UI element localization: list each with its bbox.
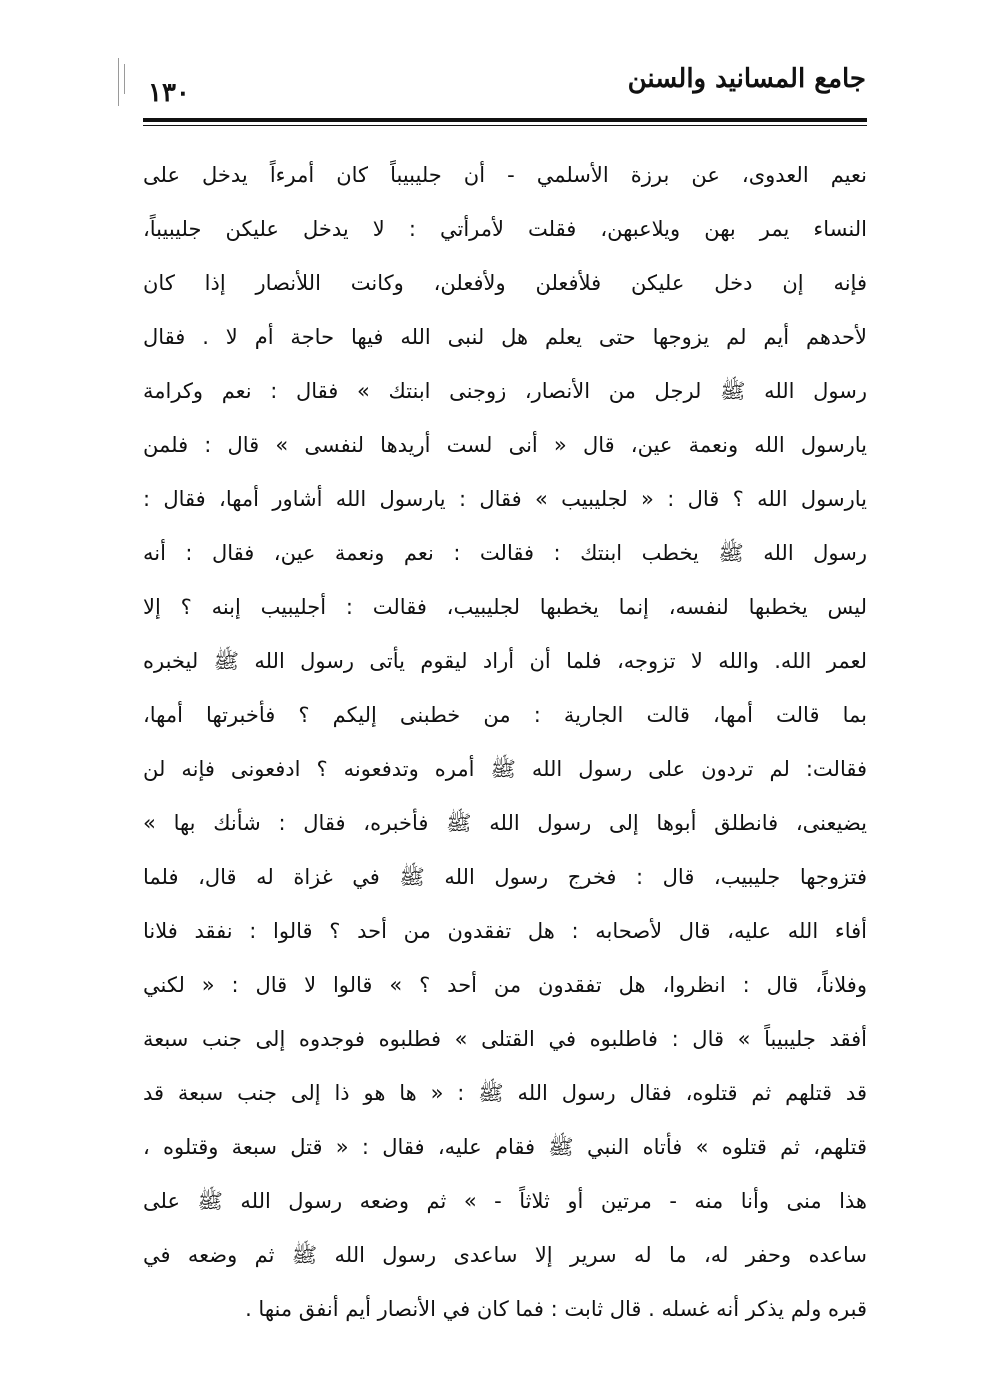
text-line: ليس يخطبها لنفسه، إنما يخطبها لجليبيب، فقالت : أجليبيب إبنه ؟ إلا bbox=[143, 595, 867, 619]
text-line: أفاء الله عليه، قال لأصحابه : هل تفقدون من أحد ؟ قالوا : نفقد فلانا bbox=[143, 919, 867, 943]
text-line: لعمر الله. والله لا تزوجه، فلما أن أراد ليقوم يأتى رسول الله ﷺ ليخبره bbox=[143, 649, 867, 673]
page-number: ١٣٠ bbox=[148, 78, 190, 108]
text-line: النساء يمر بهن ويلاعبهن، فقلت لأمرأتي : لا يدخل عليكن جليبيباً، bbox=[143, 217, 867, 241]
header-rule-thick bbox=[143, 118, 867, 122]
text-line: يضيعنى، فانطلق أبوها إلى رسول الله ﷺ فأخبره، فقال : شأنك بها » bbox=[143, 811, 867, 835]
margin-mark bbox=[124, 64, 125, 94]
text-line: بما قالت أمها، قالت الجارية : من خطبنى إليكم ؟ فأخبرتها أمها، bbox=[143, 703, 867, 727]
text-line: قد قتلهم ثم قتلوه، فقال رسول الله ﷺ : « ها هو ذا إلى جنب سبعة قد bbox=[143, 1081, 867, 1105]
text-line: قتلهم، ثم قتلوه » فأتاه النبي ﷺ فقام عليه، فقال : « قتل سبعة وقتلوه ، bbox=[143, 1135, 867, 1159]
text-line: فقالت: لم تردون على رسول الله ﷺ أمره وتدفعونه ؟ ادفعونى فإنه لن bbox=[143, 757, 867, 781]
running-title: جامع المسانيد والسنن bbox=[627, 64, 866, 94]
text-line: أفقد جليبيباً » قال : فاطلبوه في القتلى » فطلبوه فوجدوه إلى جنب سبعة bbox=[143, 1027, 867, 1051]
text-line: لأحدهم أيم لم يزوجها حتى يعلم هل لنبى الله فيها حاجة أم لا . فقال bbox=[143, 325, 867, 349]
header-rule-thin bbox=[143, 125, 867, 126]
text-line: وفلاناً، قال : انظروا، هل تفقدون من أحد ؟ » قالوا لا قال : « لكني bbox=[143, 973, 867, 997]
text-line: قبره ولم يذكر أنه غسله . قال ثابت : فما كان في الأنصار أيم أنفق منها . bbox=[245, 1297, 867, 1321]
text-line: فإنه إن دخل عليكن فلأفعلن ولأفعلن، وكانت اللأنصار إذا كان bbox=[143, 271, 867, 295]
page-header bbox=[140, 58, 866, 120]
body-text bbox=[143, 148, 867, 1336]
text-line: فتزوجها جليبيب، قال : فخرج رسول الله ﷺ في غزاة له قال، فلما bbox=[143, 865, 867, 889]
text-line: رسول الله ﷺ لرجل من الأنصار، زوجنى ابنتك » فقال : نعم وكرامة bbox=[143, 379, 867, 403]
text-line: ساعده وحفر له، ما له سرير إلا ساعدى رسول الله ﷺ ثم وضعه في bbox=[143, 1243, 867, 1267]
margin-mark bbox=[118, 58, 119, 106]
text-line: يارسول الله ؟ قال : « لجليبيب » فقال : يارسول الله أشاور أمها، فقال : bbox=[143, 487, 867, 511]
text-line: هذا منى وأنا منه - مرتين أو ثلاثاً - » ثم وضعه رسول الله ﷺ على bbox=[143, 1189, 867, 1213]
text-line: رسول الله ﷺ يخطب ابنتك : فقالت : نعم ونعمة عين، فقال : أنه bbox=[143, 541, 867, 565]
text-line: نعيم العدوى، عن برزة الأسلمي - أن جليبيباً كان أمرءاً يدخل على bbox=[143, 163, 867, 187]
text-line: يارسول الله ونعمة عين، قال « أنى لست أريدها لنفسى » قال : فلمن bbox=[143, 433, 867, 457]
